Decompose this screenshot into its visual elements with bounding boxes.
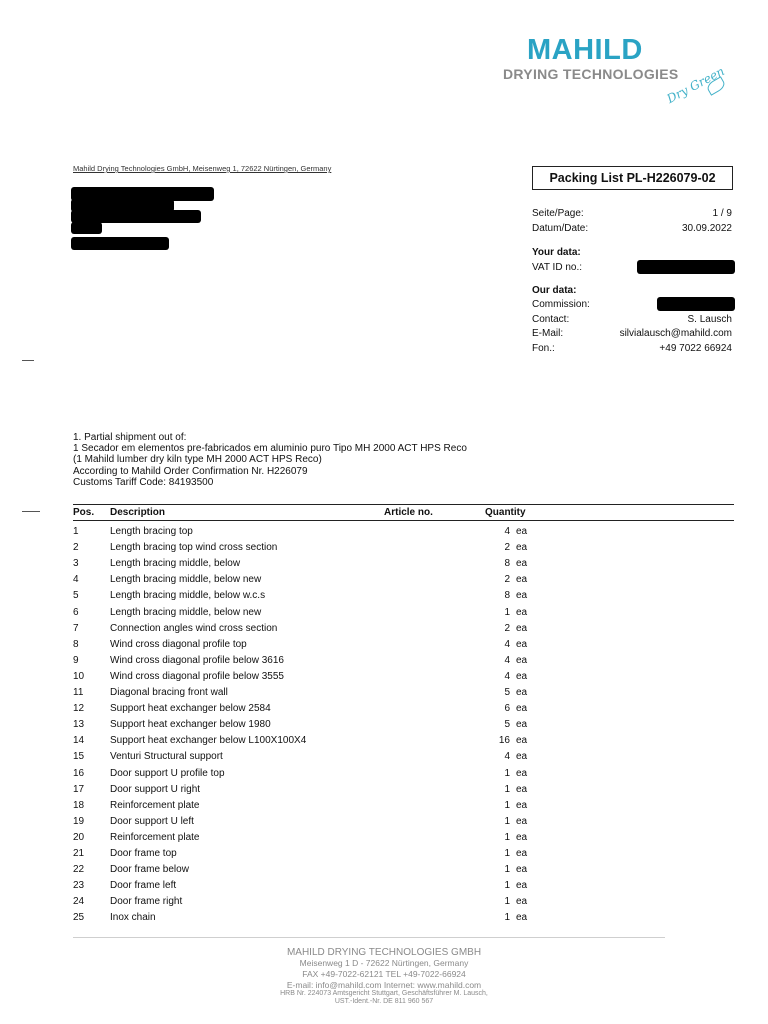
table-row [0, 784, 768, 800]
header-description: Description [110, 507, 166, 518]
row-description: Length bracing middle, below new [110, 574, 262, 586]
row-pos: 10 [73, 670, 85, 682]
row-description: Door support U right [110, 783, 201, 795]
redacted-commission [657, 297, 735, 311]
table-row [0, 719, 768, 735]
row-pos: 18 [73, 799, 85, 811]
intro-line: (1 Mahild lumber dry kiln type MH 2000 ACT HPS Reco) [73, 454, 322, 466]
row-unit: ea [516, 799, 528, 811]
row-description: Length bracing top wind cross section [110, 542, 278, 554]
row-quantity: 4 [504, 670, 510, 682]
row-description: Inox chain [110, 912, 156, 924]
row-unit: ea [516, 638, 528, 650]
row-pos: 20 [73, 831, 85, 843]
table-row [0, 735, 768, 751]
table-row [0, 751, 768, 767]
row-description: Door frame below [110, 864, 189, 876]
row-pos: 6 [73, 606, 79, 618]
footer-address: Meisenweg 1 D - 72622 Nürtingen, Germany [299, 958, 469, 968]
logo-script: Dry Green [664, 63, 727, 107]
footer-vat: UST.-Ident.-Nr. DE 811 960 567 [334, 998, 434, 1005]
row-quantity: 1 [504, 606, 510, 618]
row-unit: ea [516, 864, 528, 876]
row-pos: 7 [73, 622, 79, 634]
row-description: Support heat exchanger below L100X100X4 [110, 735, 307, 747]
your-data-heading: Your data: [532, 247, 581, 258]
row-quantity: 2 [504, 542, 510, 554]
redacted-vat-id [637, 260, 735, 274]
table-row [0, 655, 768, 671]
row-pos: 24 [73, 896, 85, 908]
row-quantity: 2 [504, 574, 510, 586]
row-quantity: 1 [504, 880, 510, 892]
row-pos: 2 [73, 542, 79, 554]
row-unit: ea [516, 751, 528, 763]
phone-label: Fon.: [532, 343, 555, 354]
row-unit: ea [516, 880, 528, 892]
row-quantity: 1 [504, 783, 510, 795]
row-quantity: 2 [504, 622, 510, 634]
table-row [0, 912, 768, 928]
row-quantity: 1 [504, 767, 510, 779]
row-pos: 16 [73, 767, 85, 779]
table-row [0, 800, 768, 816]
email-label: E-Mail: [532, 328, 564, 339]
table-row [0, 574, 768, 590]
table-top-rule [73, 504, 734, 505]
fold-mark [22, 360, 34, 361]
date-label: Datum/Date: [532, 223, 589, 234]
header-pos: Pos. [73, 507, 95, 518]
row-unit: ea [516, 896, 528, 908]
row-pos: 25 [73, 912, 85, 924]
table-row [0, 880, 768, 896]
table-row [0, 848, 768, 864]
row-description: Reinforcement plate [110, 831, 200, 843]
row-unit: ea [516, 703, 528, 715]
row-quantity: 5 [504, 687, 510, 698]
row-description: Door frame top [110, 848, 177, 859]
row-unit: ea [516, 606, 528, 618]
vat-label: VAT ID no.: [532, 262, 583, 273]
row-quantity: 4 [504, 654, 510, 666]
row-description: Door support U profile top [110, 767, 225, 779]
row-unit: ea [516, 574, 528, 586]
row-unit: ea [516, 526, 528, 537]
intro-line: Customs Tariff Code: 84193500 [73, 476, 214, 488]
our-data-heading: Our data: [532, 285, 577, 296]
row-unit: ea [516, 912, 528, 924]
email-value: silvialausch@mahild.com [619, 328, 732, 339]
row-pos: 23 [73, 880, 85, 892]
contact-value: S. Lausch [687, 314, 732, 325]
sender-address-line: Mahild Drying Technologies GmbH, Meisenweg 1, 72622 Nürtingen, Germany [73, 164, 332, 173]
row-unit: ea [516, 783, 528, 795]
row-description: Length bracing middle, below new [110, 606, 262, 618]
row-quantity: 6 [504, 703, 510, 715]
header-article: Article no. [384, 507, 433, 518]
row-description: Wind cross diagonal profile below 3616 [110, 654, 284, 666]
footer-web: E-mail: info@mahild.com Internet: www.mahild.com [286, 980, 482, 990]
table-row [0, 639, 768, 655]
row-unit: ea [516, 670, 528, 682]
row-description: Venturi Structural support [110, 751, 223, 763]
table-header-rule [73, 520, 734, 521]
row-unit: ea [516, 542, 528, 554]
row-pos: 13 [73, 719, 85, 731]
row-unit: ea [516, 719, 528, 731]
table-row [0, 558, 768, 574]
footer-company: MAHILD DRYING TECHNOLOGIES GMBH [286, 947, 482, 958]
row-description: Connection angles wind cross section [110, 622, 278, 634]
phone-value: +49 7022 66924 [659, 343, 732, 354]
row-quantity: 16 [498, 735, 510, 747]
row-quantity: 1 [504, 815, 510, 827]
row-quantity: 1 [504, 864, 510, 876]
table-row [0, 768, 768, 784]
document-title: Packing List PL-H226079-02 [532, 166, 733, 190]
table-row [0, 607, 768, 623]
table-row [0, 687, 768, 703]
row-description: Diagonal bracing front wall [110, 687, 228, 698]
row-unit: ea [516, 654, 528, 666]
row-description: Length bracing middle, below [110, 558, 241, 570]
redacted-recipient-line [71, 222, 102, 234]
redacted-recipient-line [71, 237, 169, 250]
commission-label: Commission: [532, 299, 590, 310]
row-pos: 17 [73, 783, 85, 795]
row-description: Door support U left [110, 815, 194, 827]
table-row [0, 703, 768, 719]
logo-subtitle: DRYING TECHNOLOGIES [503, 66, 679, 82]
row-quantity: 1 [504, 831, 510, 843]
row-quantity: 4 [504, 751, 510, 763]
page-label: Seite/Page: [532, 208, 584, 219]
header-quantity: Quantity [485, 507, 526, 518]
table-row [0, 671, 768, 687]
footer-phone: FAX +49-7022-62121 TEL +49-7022-66924 [302, 969, 466, 979]
row-pos: 21 [73, 848, 85, 859]
shipment-intro [73, 432, 467, 488]
row-description: Support heat exchanger below 1980 [110, 719, 271, 731]
row-description: Length bracing top [110, 526, 193, 537]
company-logo: MAHILD [527, 34, 643, 66]
table-row [0, 832, 768, 848]
row-pos: 19 [73, 815, 85, 827]
row-quantity: 8 [504, 590, 510, 602]
row-description: Reinforcement plate [110, 799, 200, 811]
intro-line: 1. Partial shipment out of: [73, 432, 187, 443]
row-pos: 14 [73, 735, 85, 747]
row-description: Door frame right [110, 896, 183, 908]
table-row [0, 816, 768, 832]
footer-register: HRB Nr. 224073 Amtsgericht Stuttgart, Geschäftsführer M. Lausch, [280, 990, 488, 997]
row-unit: ea [516, 831, 528, 843]
row-quantity: 1 [504, 912, 510, 924]
row-description: Wind cross diagonal profile top [110, 638, 247, 650]
contact-label: Contact: [532, 314, 570, 325]
table-row [0, 590, 768, 606]
table-row [0, 526, 768, 542]
row-pos: 15 [73, 751, 85, 763]
row-pos: 11 [73, 687, 84, 698]
row-unit: ea [516, 848, 528, 859]
row-description: Wind cross diagonal profile below 3555 [110, 670, 284, 682]
row-unit: ea [516, 622, 528, 634]
row-unit: ea [516, 687, 528, 698]
row-unit: ea [516, 558, 528, 570]
footer-rule [73, 937, 665, 938]
row-description: Length bracing middle, below w.c.s [110, 590, 266, 602]
page-value: 1 / 9 [712, 208, 732, 219]
row-pos: 5 [73, 590, 79, 602]
row-pos: 4 [73, 574, 79, 586]
row-pos: 8 [73, 638, 79, 650]
row-quantity: 1 [504, 799, 510, 811]
row-quantity: 8 [504, 558, 510, 570]
row-quantity: 4 [504, 526, 510, 537]
row-quantity: 1 [504, 848, 510, 859]
table-row [0, 623, 768, 639]
row-quantity: 5 [504, 719, 510, 731]
intro-line: 1 Secador em elementos pre-fabricados em aluminio puro Tipo MH 2000 ACT HPS Reco [73, 443, 467, 455]
row-unit: ea [516, 735, 528, 747]
table-row [0, 896, 768, 912]
row-quantity: 1 [504, 896, 510, 908]
row-pos: 12 [73, 703, 85, 715]
row-pos: 1 [73, 526, 79, 537]
row-unit: ea [516, 815, 528, 827]
row-pos: 3 [73, 558, 79, 570]
intro-line: According to Mahild Order Confirmation Nr. H226079 [73, 465, 308, 477]
table-row [0, 542, 768, 558]
row-unit: ea [516, 767, 528, 779]
date-value: 30.09.2022 [681, 223, 732, 234]
row-description: Door frame left [110, 880, 177, 892]
table-row [0, 864, 768, 880]
row-description: Support heat exchanger below 2584 [110, 703, 271, 715]
row-pos: 22 [73, 864, 85, 876]
row-pos: 9 [73, 654, 79, 666]
punch-mark [22, 511, 40, 512]
row-unit: ea [516, 590, 528, 602]
row-quantity: 4 [504, 638, 510, 650]
